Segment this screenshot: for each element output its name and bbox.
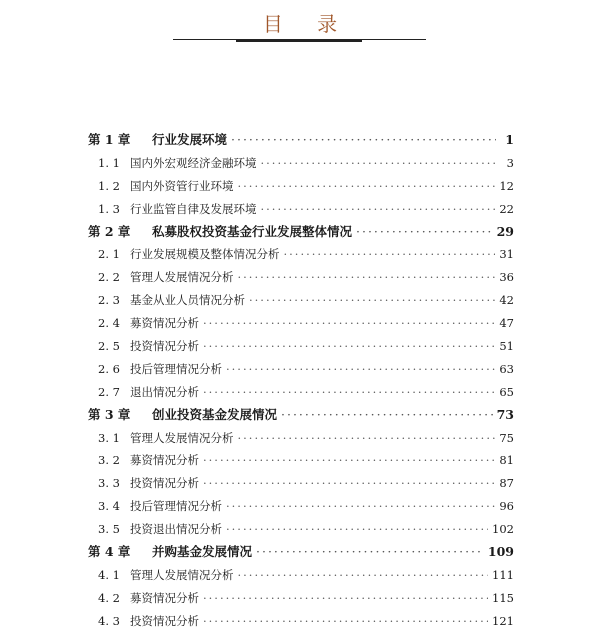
toc-page-number: 75 [499,430,514,445]
toc-entry-title: 基金从业人员情况分析 [130,293,245,308]
toc-entry-title: 投资退出情况分析 [130,522,222,537]
toc-page-number: 3 [506,155,514,170]
toc-page-number: 31 [499,247,514,262]
toc-leader-dots [261,198,496,221]
toc-section-entry[interactable] [88,358,514,381]
toc-section-entry[interactable] [88,289,514,312]
toc-section-entry[interactable] [88,518,514,541]
toc-section-entry[interactable] [88,495,514,518]
toc-entry-number: 1. 3 [98,201,120,216]
toc-section-entry[interactable] [88,198,514,221]
toc-entry-number: 2. 5 [98,339,120,354]
toc-page-number: 96 [499,499,514,514]
toc-section-entry[interactable] [88,335,514,358]
toc-section-entry[interactable] [88,175,514,198]
toc-entry-title: 行业发展环境 [152,132,228,147]
toc-entry-number: 3. 1 [98,430,120,445]
toc-leader-dots [203,472,495,495]
toc-page-number: 111 [492,567,514,582]
toc-leader-dots [231,129,496,152]
toc-section-entry[interactable] [88,564,514,587]
toc-leader-dots [356,221,493,244]
toc-page-number: 109 [487,544,514,560]
toc-entry-title: 管理人发展情况分析 [130,567,234,582]
toc-entry-number: 2. 6 [98,361,120,376]
toc-leader-dots [203,587,488,610]
title-underline-accent [236,39,362,42]
toc-entry-number: 4. 2 [98,590,120,605]
toc-page-number: 47 [499,316,514,331]
toc-chapter-entry[interactable] [88,221,514,244]
toc-entry-number: 4. 1 [98,567,120,582]
toc-leader-dots [203,449,495,472]
toc-entry-number: 3. 3 [98,476,120,491]
toc-entry-number: 第 3 章 [88,406,131,422]
toc-entry-number: 3. 4 [98,499,120,514]
toc-leader-dots [203,335,495,358]
toc-leader-dots [203,610,488,633]
toc-entry-title: 投后管理情况分析 [130,361,222,376]
toc-entry-title: 募资情况分析 [130,316,199,331]
toc-leader-dots [226,358,495,381]
toc-page-number: 12 [499,178,514,193]
toc-leader-dots [238,175,496,198]
toc-section-entry[interactable] [88,381,514,404]
toc-leader-dots [238,564,489,587]
toc-page-number: 102 [492,522,514,537]
table-of-contents [88,129,514,633]
toc-page-number: 121 [492,613,514,628]
toc-entry-title: 投资情况分析 [130,339,199,354]
toc-entry-title: 国内外宏观经济金融环境 [130,155,257,170]
toc-entry-title: 国内外资管行业环境 [130,178,234,193]
toc-entry-number: 1. 1 [98,155,120,170]
toc-chapter-entry[interactable] [88,129,514,152]
toc-section-entry[interactable] [88,610,514,633]
toc-entry-number: 第 4 章 [88,544,131,560]
page-title: 目 录 [262,12,352,36]
toc-entry-number: 第 2 章 [88,223,131,239]
toc-entry-number: 2. 7 [98,384,120,399]
toc-section-entry[interactable] [88,243,514,266]
toc-entry-number: 第 1 章 [88,132,131,147]
toc-section-entry[interactable] [88,266,514,289]
toc-leader-dots [256,541,484,564]
toc-entry-number: 2. 4 [98,316,120,331]
toc-leader-dots [284,243,496,266]
toc-section-entry[interactable] [88,472,514,495]
toc-entry-title: 行业监管自律及发展环境 [130,201,257,216]
toc-entry-number: 3. 5 [98,522,120,537]
toc-chapter-entry[interactable] [88,404,514,427]
toc-entry-title: 投后管理情况分析 [130,499,222,514]
toc-leader-dots [249,289,495,312]
toc-entry-title: 并购基金发展情况 [152,544,253,560]
toc-page-number: 1 [505,132,514,147]
toc-page-number: 87 [499,476,514,491]
toc-entry-title: 行业发展规模及整体情况分析 [130,247,280,262]
toc-page-number: 63 [499,361,514,376]
toc-entry-title: 创业投资基金发展情况 [152,406,278,422]
toc-leader-dots [238,427,496,450]
toc-entry-number: 2. 2 [98,270,120,285]
toc-leader-dots [226,495,495,518]
toc-page-number: 22 [499,201,514,216]
toc-entry-title: 募资情况分析 [130,453,199,468]
toc-leader-dots [203,312,495,335]
toc-page-number: 29 [496,223,514,239]
toc-entry-number: 1. 2 [98,178,120,193]
toc-page-number: 73 [496,406,514,422]
toc-entry-number: 4. 3 [98,613,120,628]
toc-section-entry[interactable] [88,152,514,175]
toc-section-entry[interactable] [88,587,514,610]
toc-section-entry[interactable] [88,312,514,335]
toc-chapter-entry[interactable] [88,541,514,564]
toc-page-number: 51 [499,339,514,354]
toc-page-number: 65 [499,384,514,399]
toc-page-number: 81 [499,453,514,468]
toc-page-number: 115 [492,590,514,605]
toc-leader-dots [203,381,495,404]
toc-section-entry[interactable] [88,449,514,472]
toc-entry-title: 投资情况分析 [130,476,199,491]
toc-leader-dots [261,152,497,175]
toc-entry-title: 投资情况分析 [130,613,199,628]
toc-entry-number: 2. 1 [98,247,120,262]
toc-leader-dots [238,266,496,289]
toc-section-entry[interactable] [88,427,514,450]
toc-entry-title: 募资情况分析 [130,590,199,605]
toc-entry-number: 2. 3 [98,293,120,308]
toc-entry-title: 管理人发展情况分析 [130,270,234,285]
toc-entry-title: 退出情况分析 [130,384,199,399]
toc-entry-title: 管理人发展情况分析 [130,430,234,445]
toc-page-number: 42 [499,293,514,308]
toc-entry-number: 3. 2 [98,453,120,468]
toc-page-number: 36 [499,270,514,285]
toc-entry-title: 私募股权投资基金行业发展整体情况 [152,223,353,239]
toc-leader-dots [226,518,488,541]
toc-leader-dots [281,404,493,427]
